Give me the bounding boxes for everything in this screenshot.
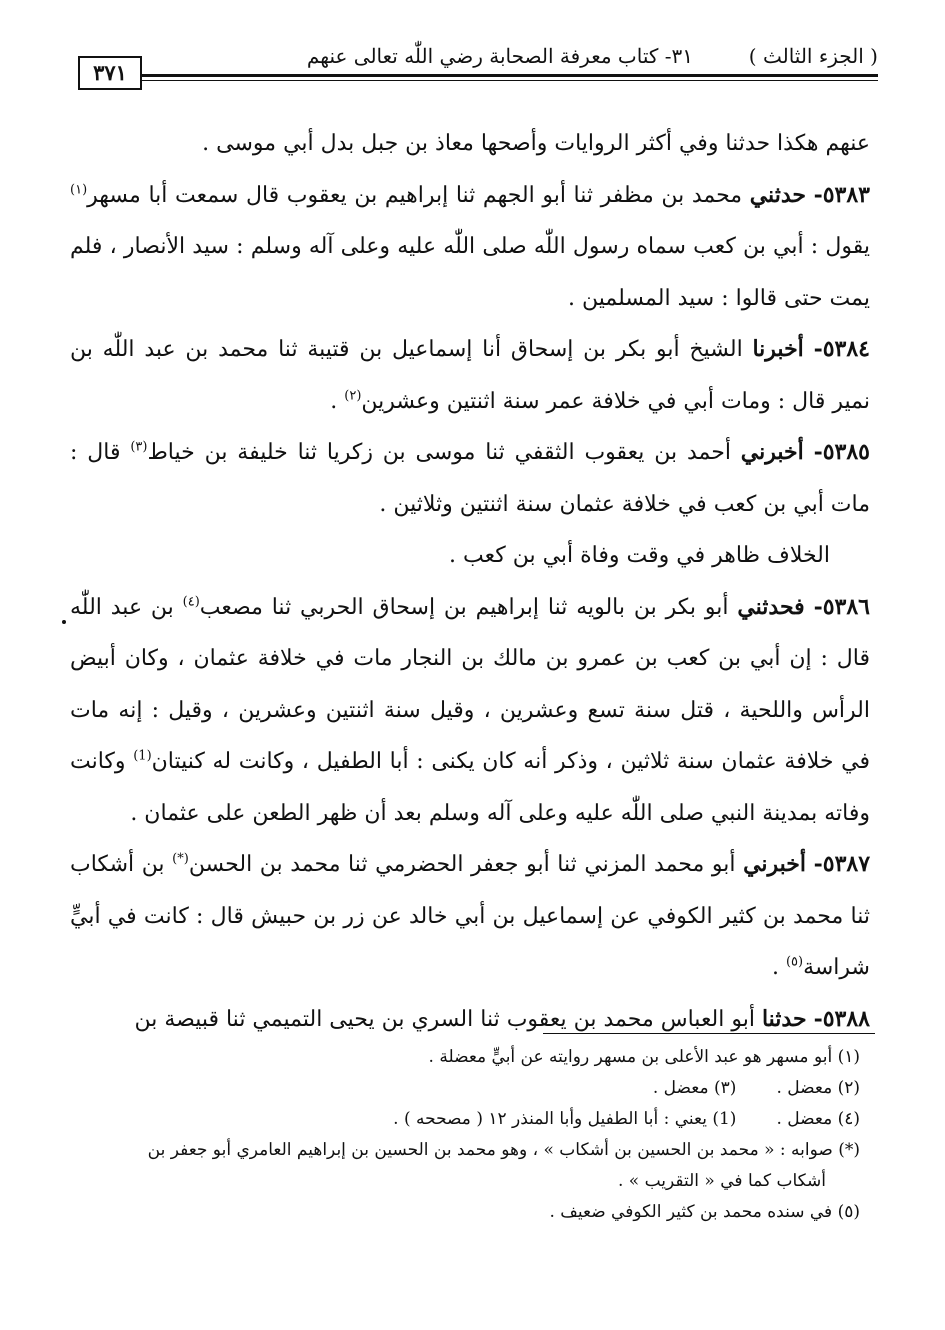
paragraph-text: بن أشكاب ثنا محمد بن كثير الكوفي عن إسماعيل بن أبي خالد عن زر بن حبيش قال : كانت في أبيٍّ شراسة: [70, 852, 870, 980]
page-number: ٣٧١: [78, 56, 142, 90]
footnote-ref: (1): [133, 748, 152, 764]
paragraph-text: أبو العباس محمد بن يعقوب ثنا السري بن يحيى التميمي ثنا قبيصة بن: [134, 1006, 755, 1032]
narration-keyword: أخبرنا: [752, 336, 804, 362]
paragraph: [70, 118, 870, 170]
narration-keyword: حدثني: [749, 181, 806, 208]
narration-keyword: حدثنا: [761, 1005, 807, 1032]
footnote-1: (١) أبو مسهر هو عبد الأعلى بن مسهر روايته عن أبيٍّ معضلة .: [428, 1047, 860, 1067]
hadith-5385: [70, 427, 870, 530]
footnote-1b: (1) يعني : أبا الطفيل وأبا المنذر ١٢ ( مصححه ) .: [393, 1109, 737, 1129]
footnote-2: (٢) معضل .: [776, 1078, 860, 1098]
hadith-number: ٥٣٨٥-: [813, 439, 870, 465]
paragraph: [70, 530, 870, 582]
hadith-number: ٥٣٨٦-: [813, 593, 870, 620]
footnote-row: [70, 1073, 860, 1104]
main-text: [70, 118, 870, 1045]
print-speck: [62, 620, 66, 624]
hadith-number: ٥٣٨٣-: [813, 181, 870, 208]
narration-keyword: أخبرني: [740, 439, 804, 465]
footnote-ref: (٤): [182, 594, 200, 610]
footnote-ref: (١): [70, 182, 88, 198]
paragraph-text: عنهم هكذا حدثنا وفي أكثر الروايات وأصحها معاذ بن جبل بدل أبي موسى .: [202, 131, 870, 156]
paragraph-text: أبو بكر بن بالويه ثنا إبراهيم بن إسحاق الحربي ثنا مصعب: [199, 594, 729, 620]
hadith-5384: [70, 324, 870, 427]
hadith-5388: [70, 994, 870, 1046]
hadith-5383: [70, 170, 870, 325]
volume-label: ( الجزء الثالث ): [748, 44, 878, 68]
footnote-ref: (٥): [785, 954, 804, 970]
hadith-5387: [70, 839, 870, 994]
header-rule-thick: [140, 74, 878, 77]
hadith-number: ٥٣٨٤-: [813, 336, 870, 362]
paragraph-text: قال : مات أبي بن كعب في خلافة عثمان سنة اثنتين وثلاثين .: [70, 440, 870, 517]
narration-keyword: أخبرني: [743, 851, 807, 877]
footnotes: [70, 1042, 860, 1228]
hadith-number: ٥٣٨٧-: [813, 851, 871, 877]
paragraph-text: .: [771, 955, 779, 980]
paragraph-text: وكانت وفاته بمدينة النبي صلى اللّٰه عليه وعلى آله وسلم بعد أن ظهر الطعن على عثمان .: [70, 749, 870, 826]
paragraph-text: أحمد بن يعقوب الثقفي ثنا موسى بن زكريا ثنا خليفة بن خياط: [147, 440, 731, 465]
footnote-star-continued: أشكاب كما في « التقريب » .: [617, 1171, 826, 1191]
footnote-row: [70, 1104, 860, 1135]
narration-keyword: فحدثني: [737, 593, 805, 620]
footnote-4: (٤) معضل .: [776, 1109, 860, 1129]
paragraph-text: يقول : أبي بن كعب سماه رسول اللّٰه صلى اللّٰه عليه وعلى آله وسلم : سيد الأنصار ، فلم يمت حتى قالوا : سيد المسلمين .: [70, 234, 870, 311]
footnote-5: (٥) في سنده محمد بن كثير الكوفي ضعيف .: [549, 1202, 860, 1222]
footnote-star: (*) صوابه : « محمد بن الحسين بن أشكاب » ، وهو محمد بن الحسين بن إبراهيم العامري أبو جعفر بن: [147, 1140, 860, 1160]
paragraph-text: الخلاف ظاهر في وقت وفاة أبي بن كعب .: [449, 543, 830, 568]
header-rule-thin: [140, 80, 878, 81]
hadith-5386: [70, 582, 870, 840]
footnote-3: (٣) معضل .: [652, 1078, 737, 1098]
paragraph-text: .: [330, 388, 338, 414]
footnote-separator: [543, 1033, 875, 1034]
footnote-ref: (*): [172, 851, 189, 867]
page-header: [70, 42, 878, 92]
hadith-number: ٥٣٨٨-: [813, 1005, 870, 1032]
paragraph-text: أبو محمد المزني ثنا أبو جعفر الحضرمي ثنا محمد بن الحسن: [188, 852, 736, 877]
footnote-ref: (٢): [344, 388, 362, 404]
paragraph-text: الشيخ أبو بكر بن إسحاق أنا إسماعيل بن قتيبة ثنا محمد بن عبد اللّٰه بن نمير قال : ومات أبي في خلافة عمر سنة اثنتين وعشرين: [70, 337, 870, 414]
paragraph-text: محمد بن مظفر ثنا أبو الجهم ثنا إبراهيم بن يعقوب قال سمعت أبا مسهر: [87, 182, 743, 208]
paragraph-text: بن عبد اللّٰه قال : إن أبي بن كعب بن عمرو بن مالك بن النجار مات في خلافة عثمان ، وكان أبيض الرأس واللحية ، قتل سنة تسع وعشرين ، وقيل سنة اثنتين وعشرين ، وقيل : إنه مات في خلافة عثمان سنة ثلاثين ، وذكر أنه كان يكنى : أبا الطفيل ، وكانت له كنيتان: [70, 594, 870, 774]
running-title: ٣١- كتاب معرفة الصحابة رضي اللّٰه تعالى عنهم: [306, 44, 693, 68]
footnote-ref: (٣): [130, 439, 148, 455]
